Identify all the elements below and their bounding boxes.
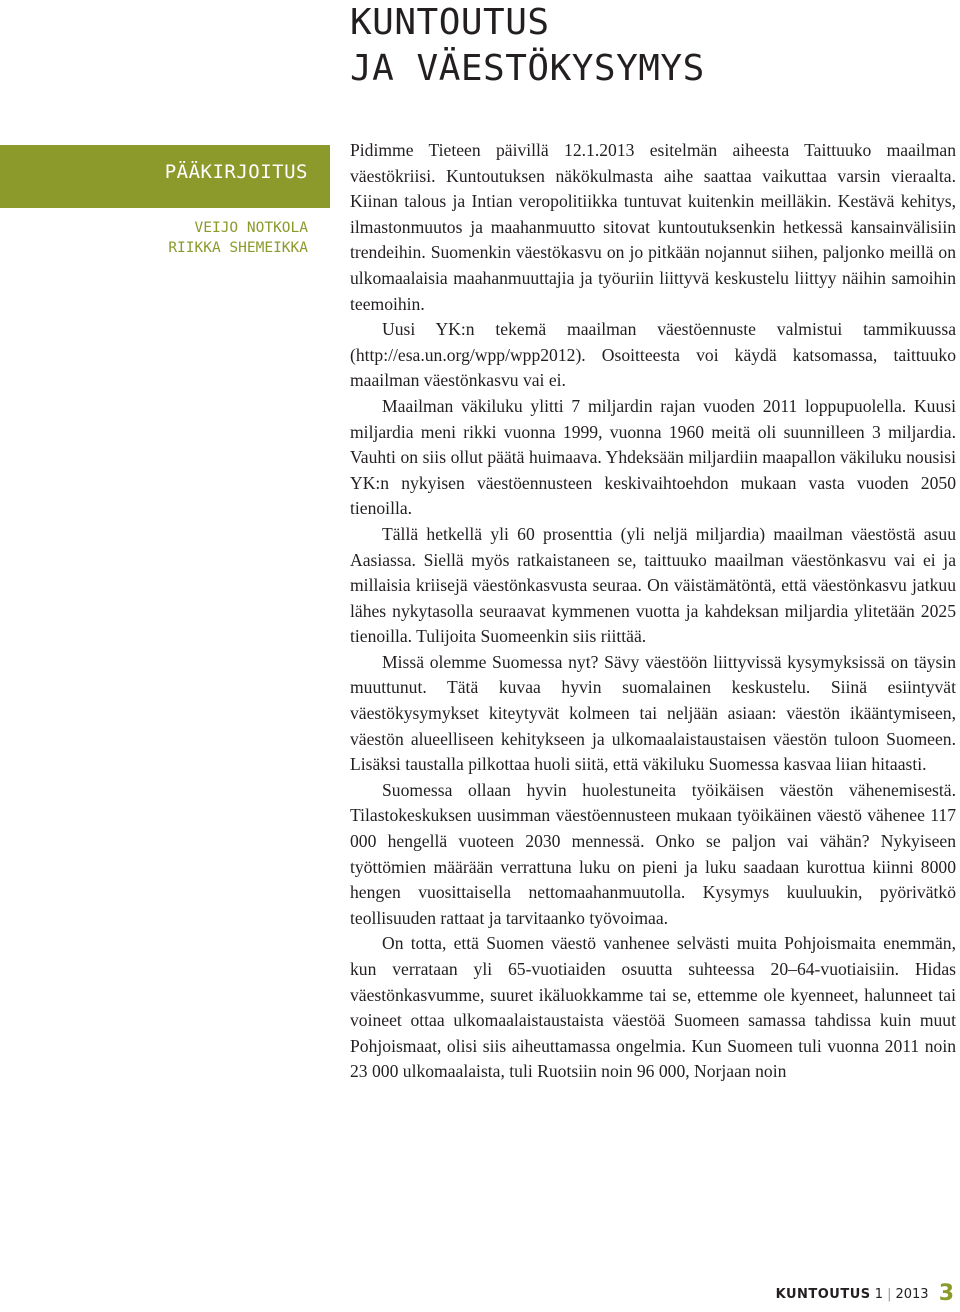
footer-divider: | xyxy=(887,1287,892,1302)
author-list xyxy=(0,218,308,258)
paragraph: Suomessa ollaan hyvin huolestuneita työikäisen väestön vähenemisestä. Tilastokeskuksen uusimman väestöennusteen mukaan työikäinen väestö vähenee 117 000 hengellä vuoteen 2030 mennessä. Onko se paljon vai vähän? Nykyiseen työttömien määrään verrattuna luku on pieni ja luku saadaan kurottua kiinni 8000 hengen vuosittaisella nettomaahanmuutolla. Kysymys kuuluukin, pyörivätkö teollisuuden rattaat ja tarvitaanko työvoimaa. xyxy=(350,779,956,928)
paragraph: Missä olemme Suomessa nyt? Sävy väestöön liittyvissä kysymyksissä on täysin muuttunut. Tätä kuvaa hyvin suomalainen keskustelu. Siinä esiintyvät väestökysymykset kiteytyvät kolmeen tai neljään asiaan: väestön ikääntymiseen, väestön alueelliseen kehitykseen ja ulkomaalaistaustaisen väestön tuloon Suomeen. Lisäksi taustalla pilkottaa huoli siitä, että väkiluku Suomessa kasvaa liian hitaasti. xyxy=(350,651,956,775)
paragraph: Maailman väkiluku ylitti 7 miljardin rajan vuoden 2011 loppupuolella. Kuusi miljardia meni rikki vuonna 1999, vuonna 1960 meitä oli suunnilleen 3 miljardia. Vauhti on siis ollut päätä huimaava. Yhdeksään miljardiin maapallon väkiluku nousisi YK:n nykyisen väestöennusteen keskivaihtoehdon mukaan vasta vuoden 2050 tienoilla. xyxy=(350,395,956,519)
title-line-2: JA VÄESTÖKYSYMYS xyxy=(350,48,705,89)
page-footer xyxy=(776,1281,954,1306)
paragraph: On totta, että Suomen väestö vanhenee selvästi muita Pohjoismaita enemmän, kun verrataan yli 65-vuotiaiden osuutta suhteessa 20–64-vuotiaisiin. Hidas väestönkasvumme, suuret ikäluokkamme tai se, ettemme ole kyenneet, halunneet tai voineet ottaa ulkomaalaistaustaista väestöä Suomeen samassa tahdissa kuin muut Pohjoismaat, olisi siis aiheuttamassa ongelmia. Kun Suomeen tuli vuonna 2011 noin 23 000 ulkomaalaista, tuli Ruotsiin noin 96 000, Norjaan noin xyxy=(350,933,956,1082)
author-name: VEIJO NOTKOLA xyxy=(194,220,308,236)
article-title xyxy=(350,0,950,92)
paragraph: Uusi YK:n tekemä maailman väestöennuste valmistui tammikuussa (http://esa.un.org/wpp/wpp2012). Osoitteesta voi käydä katsomassa, taittuuko maailman väestönkasvu vai ei. xyxy=(350,319,956,391)
magazine-name: KUNTOUTUS xyxy=(775,1287,871,1302)
section-label: PÄÄKIRJOITUS xyxy=(164,161,308,183)
article-body xyxy=(350,138,956,1085)
paragraph: Tällä hetkellä yli 60 prosenttia (yli neljä miljardia) maailman väestöstä asuu Aasiassa. Siellä myös ratkaistaneen se, taittuuko maailman väestönkasvu vai ei ja millaisia kriisejä väestönkasvusta seuraa. On väistämätöntä, että väestönkasvu jatkuu lähes nykytasolla seuraavat kymmenen vuotta ja kahdeksan miljardia ylitetään 2025 tienoilla. Tulijoita Suomeenkin siis riittää. xyxy=(350,523,956,647)
section-banner xyxy=(0,145,330,208)
title-line-1: KUNTOUTUS xyxy=(350,2,550,43)
author-name: RIIKKA SHEMEIKKA xyxy=(168,240,308,256)
issue-number: 1 xyxy=(874,1287,884,1302)
paragraph: Pidimme Tieteen päivillä 12.1.2013 esitelmän aiheesta Taittuuko maailman väestökriisi. Kuntoutuksen näkökulmasta aihe saattaa vaikuttaa varsin vieraalta. Kiinan talous ja Intian veropolitiikka tuntuvat kuitenkin meilläkin. Kestävä kehitys, ilmastonmuutos ja maahanmuutto sitovat kuntoutuksenkin hetkessä kansainvälisiin trendeihin. Suomenkin väestökasvu on jo pitkään nojannut siihen, paljonko meillä on ulkomaalaisia maahanmuuttajia ja työuriin liittyvä keskustelu liittyy näihin samoihin teemoihin. xyxy=(350,140,956,314)
issue-year: 2013 xyxy=(895,1287,929,1302)
page-number: 3 xyxy=(938,1281,954,1306)
